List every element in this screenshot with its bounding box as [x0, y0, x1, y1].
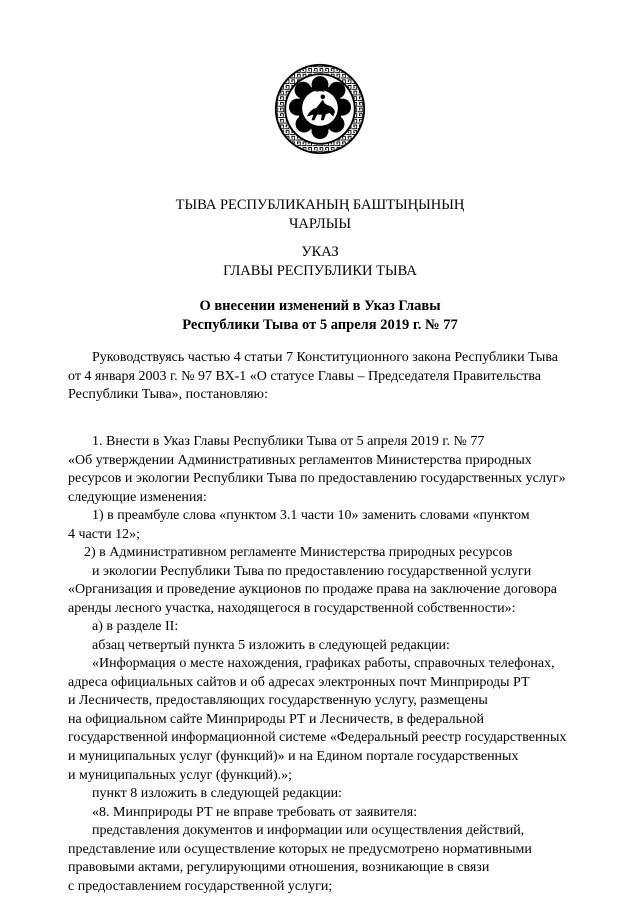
info-line: на официальном сайте Минприроды РТ и Лесничеств, в федеральной — [68, 711, 484, 727]
item-1-line: «Об утверждении Административных регламентов Министерства природных — [68, 452, 532, 468]
document-title — [0, 297, 640, 335]
document-type-line1: УКАЗ — [301, 244, 339, 260]
document-title-line2: Республики Тыва от 5 апреля 2019 г. № 77 — [182, 317, 458, 333]
info-quote — [68, 655, 596, 785]
info-line: и муниципальных услуг (функций).»; — [68, 767, 293, 783]
section-a — [68, 618, 596, 655]
subitem-2-line: и экологии Республики Тыва по предоставлению государственной услуги — [92, 563, 532, 579]
info-line: адреса официальных сайтов и об адресах электронных почт Минприроды РТ — [68, 674, 530, 690]
org-name-line1: ТЫВА РЕСПУБЛИКАНЫҢ БАШТЫҢЫНЫҢ — [175, 197, 465, 213]
representation-line: представление или осуществление которых не предусмотрено нормативными — [68, 841, 532, 857]
subitem-2-line: аренды лесного участка, находящегося в государственной собственности»: — [68, 600, 516, 616]
preamble-line: Руководствуясь частью 4 статьи 7 Конституционного закона Республики Тыва — [92, 350, 558, 365]
org-name — [0, 196, 640, 234]
subitem-1-line: 1) в преамбуле слова «пунктом 3.1 части 10» заменить словами «пунктом — [92, 508, 530, 523]
org-name-line2: ЧАРЛЫЫ — [289, 216, 351, 232]
item-1-line: следующие изменения: — [68, 489, 207, 505]
representation-line: правовыми актами, регулирующими отношения, возникающие в связи — [68, 860, 490, 876]
coat-of-arms — [273, 62, 367, 156]
section-a-line: а) в разделе II: — [92, 619, 179, 634]
representation-line: с предоставлением государственной услуги; — [68, 878, 333, 894]
subitem-1 — [68, 507, 596, 544]
point-8 — [68, 785, 596, 822]
preamble — [68, 349, 596, 405]
preamble-line: от 4 января 2003 г. № 97 ВХ-1 «О статусе Главы – Председателя Правительства — [68, 368, 541, 384]
info-line: и Лесничеств, предоставляющих государственную услугу, размещены — [68, 693, 488, 709]
subitem-2-line: «Организация и проведение аукционов по продаже права на заключение договора — [68, 582, 558, 598]
abzac-line: абзац четвертый пункта 5 изложить в следующей редакции: — [92, 637, 450, 653]
representation-line: представления документов и информации или осуществления действий, — [92, 823, 525, 838]
item-1-line: ресурсов и экологии Республики Тыва по предоставлению государственных услуг» — [68, 471, 566, 487]
preamble-line: Республики Тыва», постановляю: — [68, 387, 268, 403]
document-type-line2: ГЛАВЫ РЕСПУБЛИКИ ТЫВА — [223, 263, 417, 279]
point-8-line: пункт 8 изложить в следующей редакции: — [92, 786, 342, 801]
document-type — [0, 243, 640, 281]
coat-of-arms-icon — [273, 62, 367, 156]
subitem-1-line: 4 части 12»; — [68, 526, 140, 542]
info-line: и муниципальных услуг (функций)» и на Едином портале государственных — [68, 748, 519, 764]
subitem-2 — [68, 544, 596, 618]
subitem-2-line: 2) в Административном регламенте Министерства природных ресурсов — [84, 545, 513, 560]
document-title-line1: О внесении изменений в Указ Главы — [199, 298, 441, 314]
item-1-line: 1. Внести в Указ Главы Республики Тыва от 5 апреля 2019 г. № 77 — [92, 434, 485, 449]
info-line: государственной информационной системе «Федеральный реестр государственных — [68, 730, 567, 746]
item-1 — [68, 433, 596, 507]
representation — [68, 822, 596, 896]
point-8-quote: «8. Минприроды РТ не вправе требовать от заявителя: — [92, 804, 418, 820]
info-line: «Информация о месте нахождения, графиках работы, справочных телефонах, — [92, 656, 555, 671]
